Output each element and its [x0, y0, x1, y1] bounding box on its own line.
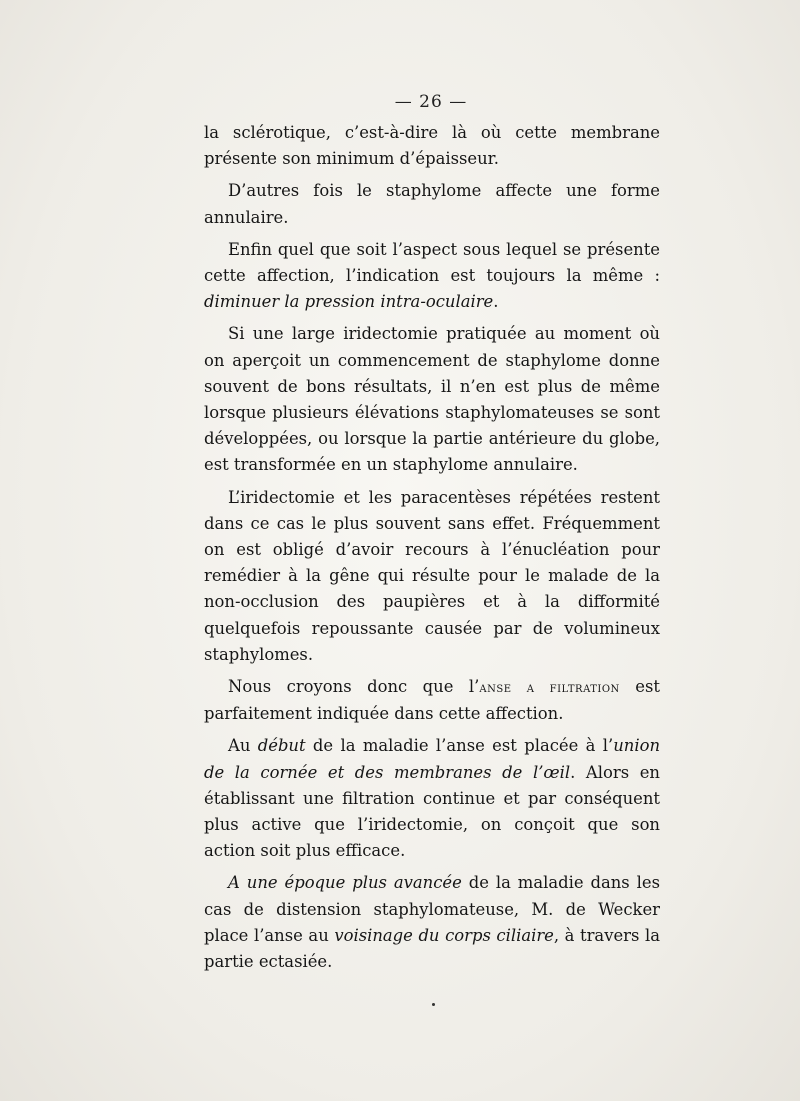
paragraph-5: [204, 485, 660, 668]
body-text: [204, 120, 660, 981]
text-segment: est parfaitement indiquée dans cette affection.: [204, 677, 660, 724]
italic-text: début: [257, 736, 306, 756]
italic-text: union de la cornée et des membranes de l’œil: [204, 736, 660, 782]
text-segment: D’autres fois le staphylome affecte une forme annulaire.: [204, 181, 660, 227]
text-segment: la sclérotique, c’est-à-dire là où cette membrane présente son minimum d’épaisseur.: [204, 123, 660, 169]
text-segment: , à travers la partie ectasiée.: [204, 925, 661, 972]
text-segment: Enfin quel que soit l’aspect sous lequel se présente cette affection, l’indication est toujours la même :: [204, 239, 660, 286]
paragraph-7: [204, 733, 660, 864]
paragraph-2: [204, 178, 660, 230]
text-segment: de la maladie l’anse est placée à l’: [305, 736, 614, 756]
text-segment: de la maladie dans les cas de distension staphylomateuse, M. de Wecker place l’anse au: [204, 873, 660, 945]
paragraph-8: [204, 870, 660, 975]
text-segment: Si une large iridectomie pratiquée au moment où on aperçoit un commencement de staphylome donne souvent de bons résultats, il n’en est plus de même lorsque plusieurs élévations staphylomateuses se sont développées, ou lorsque la partie antérieure du globe, est transformée en un staphylome annulaire.: [204, 324, 660, 475]
text-segment: .: [493, 292, 499, 312]
text-segment: . Alors en établissant une filtration continue et par conséquent plus active que l’iridectomie, on conçoit que son action soit plus efficace.: [204, 762, 660, 861]
small-caps-text: anse a filtration: [479, 680, 620, 697]
italic-text: A une époque plus avancée: [228, 873, 462, 893]
text-segment: Nous croyons donc que l’: [228, 677, 480, 697]
paragraph-4: [204, 321, 660, 478]
ink-speck: [432, 1003, 435, 1006]
paragraph-3: [204, 237, 660, 316]
page-number: — 26 —: [394, 92, 468, 112]
paragraph-1: [204, 120, 660, 172]
italic-text: diminuer la pression intra-oculaire: [204, 292, 494, 312]
italic-text: voisinage du corps ciliaire: [334, 925, 554, 945]
text-segment: L’iridectomie et les paracentèses répétées restent dans ce cas le plus souvent sans effet. Fréquemment on est obligé d’avoir recours à l’énucléation pour remédier à la gêne qui résulte pour le malade de la non-occlusion des paupières et à la difformité quelquefois repoussante causée par de volumineux staphylomes.: [204, 487, 660, 664]
paragraph-6: [204, 674, 660, 727]
text-segment: Au: [228, 736, 258, 756]
